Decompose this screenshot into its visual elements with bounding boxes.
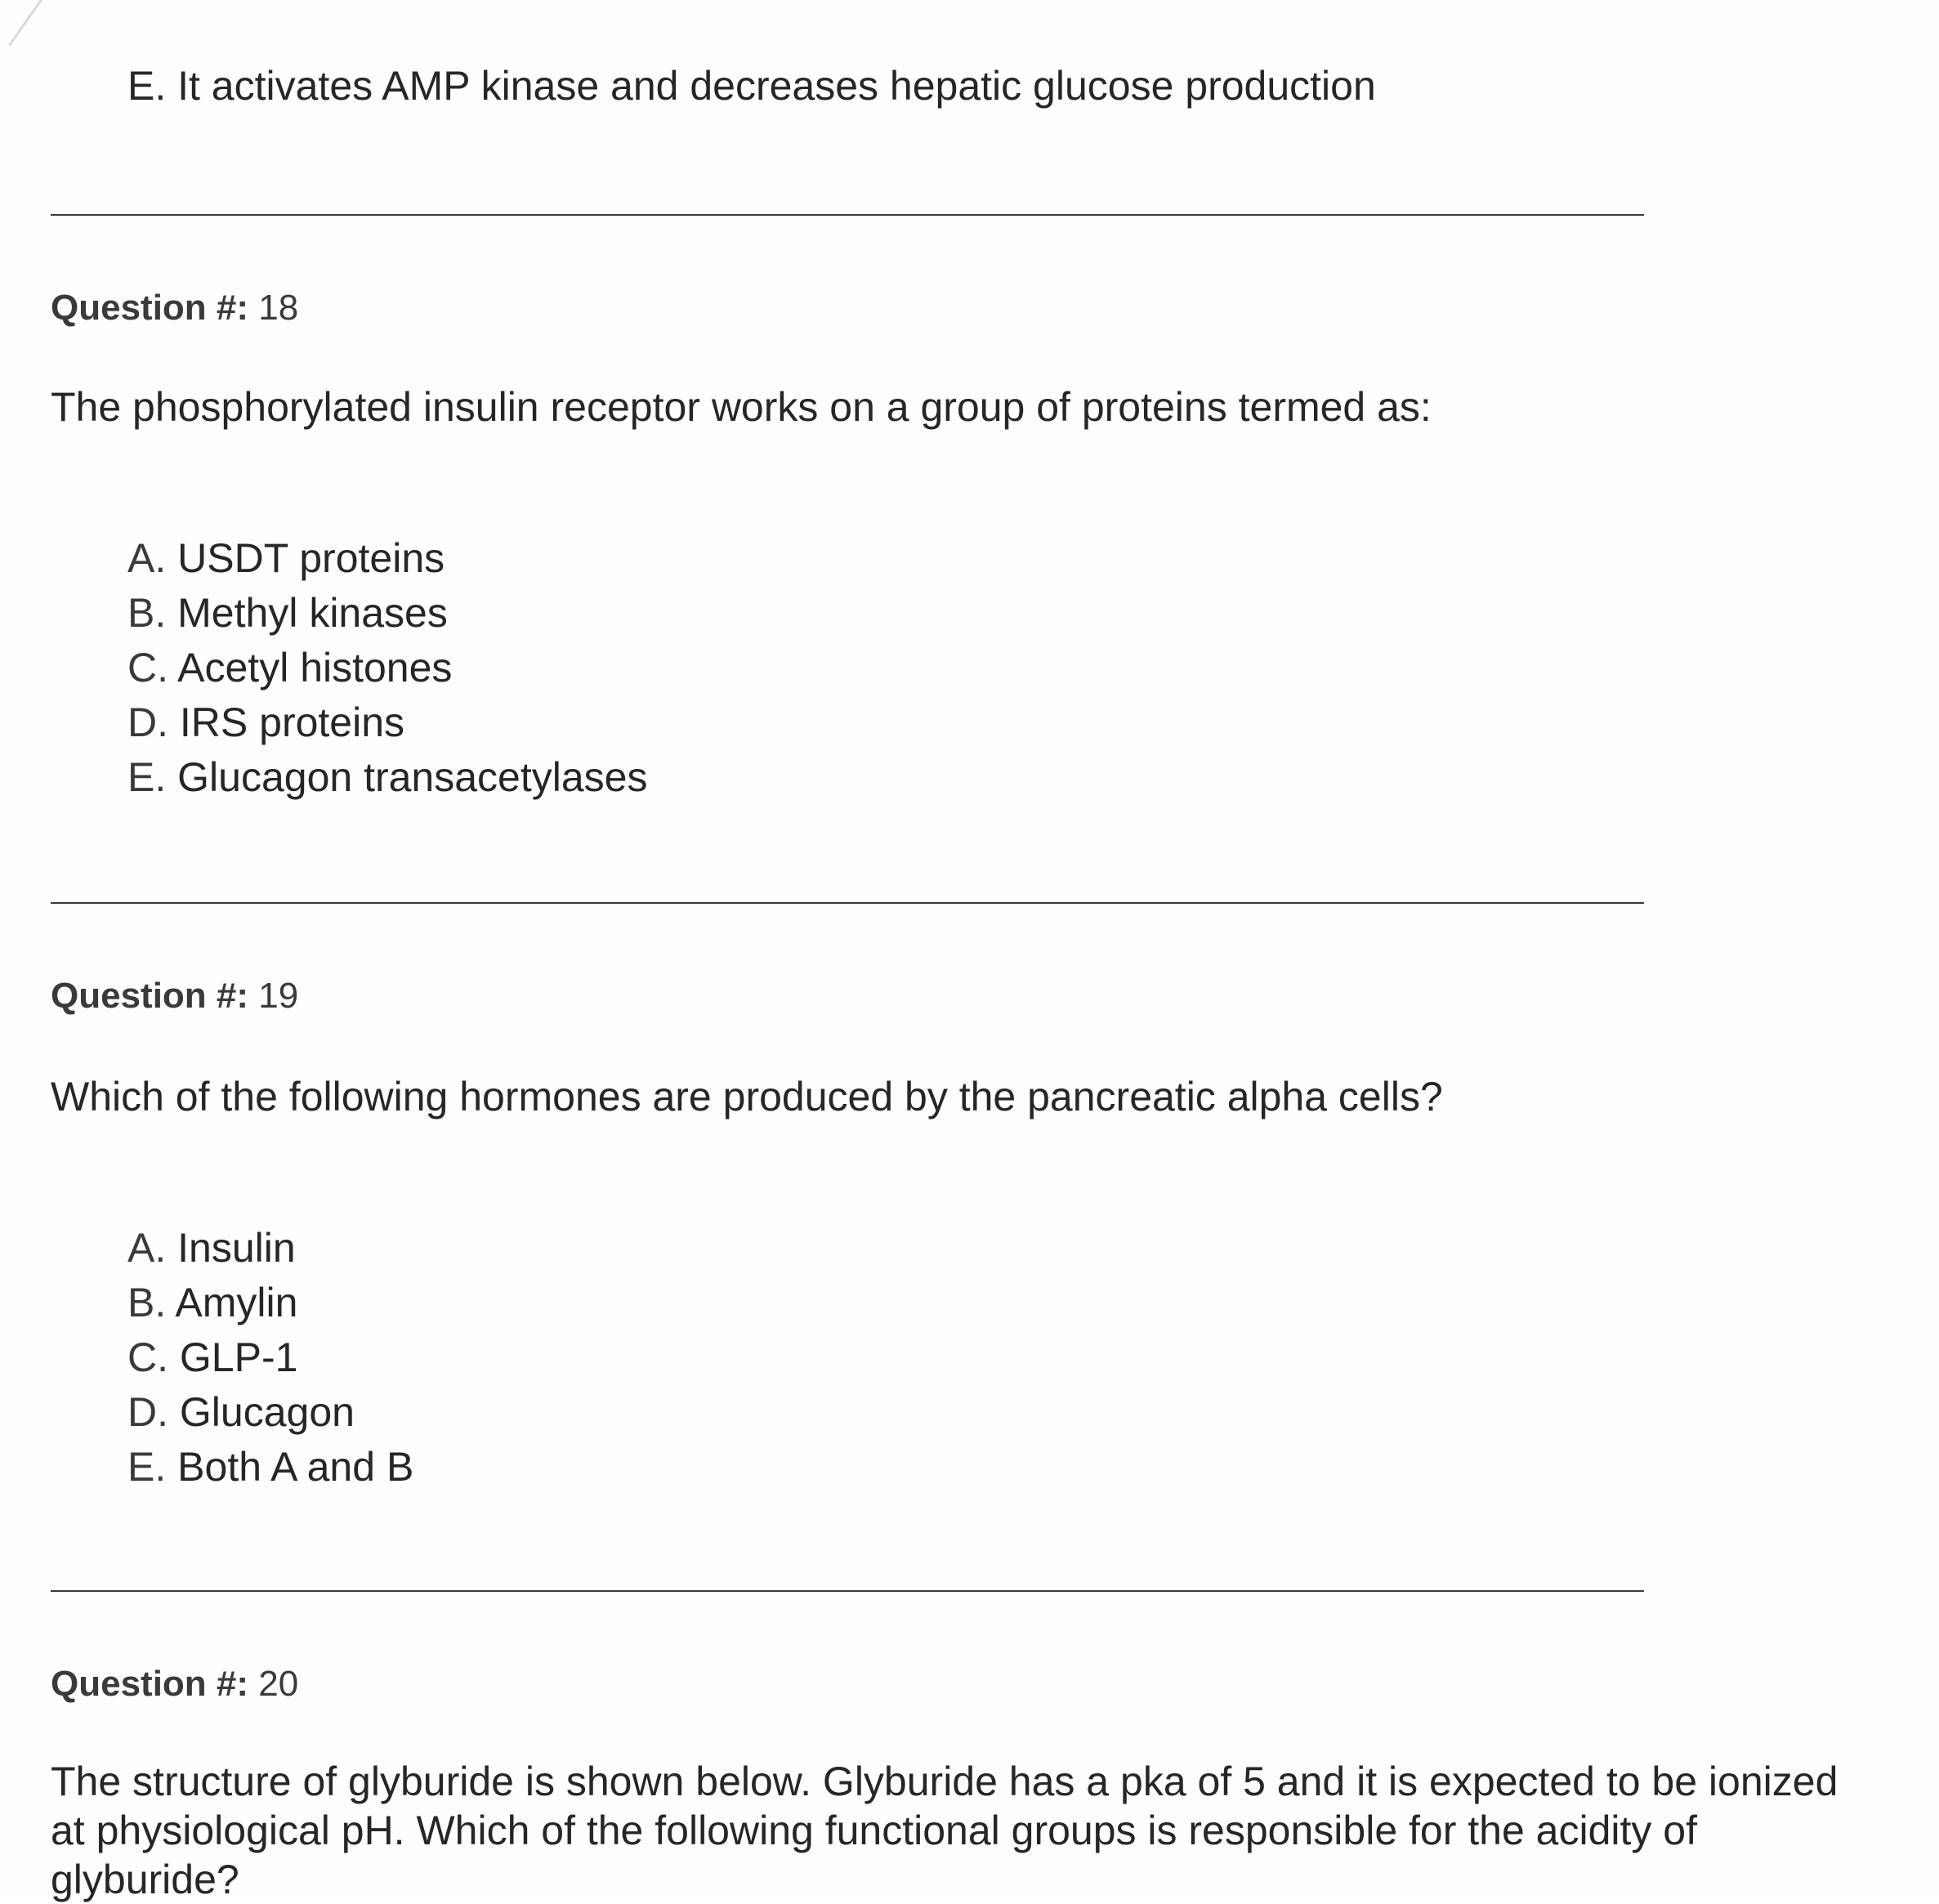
- option-d: [127, 1385, 413, 1440]
- option-c: [127, 1330, 413, 1385]
- page-corner-mark: [0, 0, 47, 47]
- option-b: [127, 586, 647, 641]
- question-text: The structure of glyburide is shown below. Glyburide has a pka of 5 and it is expected to be ionized at physiological pH. Which of the following functional groups is responsible for the acidity of glyburide?: [51, 1759, 1838, 1902]
- question-text: Which of the following hormones are produced by the pancreatic alpha cells?: [51, 1074, 1443, 1120]
- prev-question-option-e: E. It activates AMP kinase and decreases hepatic glucose production: [127, 63, 1376, 109]
- question-header: [51, 286, 298, 330]
- option-letter: E.: [127, 754, 167, 800]
- divider-rule: [51, 1590, 1644, 1592]
- answer-options: [127, 1221, 413, 1495]
- option-letter: E.: [127, 1444, 167, 1490]
- option-text: Insulin: [177, 1225, 296, 1271]
- question-number: 18: [258, 288, 299, 328]
- option-text: Amylin: [175, 1280, 298, 1325]
- answer-options: [127, 531, 647, 805]
- option-text: GLP-1: [179, 1334, 298, 1380]
- option-b: [127, 1276, 413, 1330]
- question-header: [51, 974, 298, 1018]
- question-label: Question #:: [51, 288, 249, 328]
- option-letter: C.: [127, 1334, 168, 1380]
- option-text: Both A and B: [177, 1444, 414, 1490]
- option-e: [127, 750, 647, 805]
- option-letter: B.: [127, 590, 167, 636]
- option-text: Glucagon transacetylases: [177, 754, 648, 800]
- option-d: [127, 695, 647, 750]
- question-header: [51, 1662, 298, 1706]
- option-letter: B.: [127, 1280, 167, 1325]
- option-text: Glucagon: [179, 1389, 355, 1435]
- option-a: [127, 1221, 413, 1276]
- question-number: 19: [258, 976, 299, 1016]
- option-letter: A.: [127, 1225, 167, 1271]
- option-letter: D.: [127, 699, 168, 745]
- divider-rule: [51, 214, 1644, 216]
- option-letter: C.: [127, 645, 168, 691]
- option-letter: A.: [127, 535, 167, 581]
- option-a: [127, 531, 647, 586]
- question-label: Question #:: [51, 976, 249, 1016]
- divider-rule: [51, 902, 1644, 904]
- question-number: 20: [258, 1664, 299, 1704]
- option-c: [127, 641, 647, 695]
- question-text: The phosphorylated insulin receptor works on a group of proteins termed as:: [51, 384, 1432, 430]
- question-label: Question #:: [51, 1664, 249, 1704]
- option-text: IRS proteins: [179, 699, 405, 745]
- option-text: Acetyl histones: [177, 645, 453, 691]
- option-text: USDT proteins: [177, 535, 445, 581]
- option-text: Methyl kinases: [177, 590, 448, 636]
- option-letter: D.: [127, 1389, 168, 1435]
- option-e: [127, 1440, 413, 1495]
